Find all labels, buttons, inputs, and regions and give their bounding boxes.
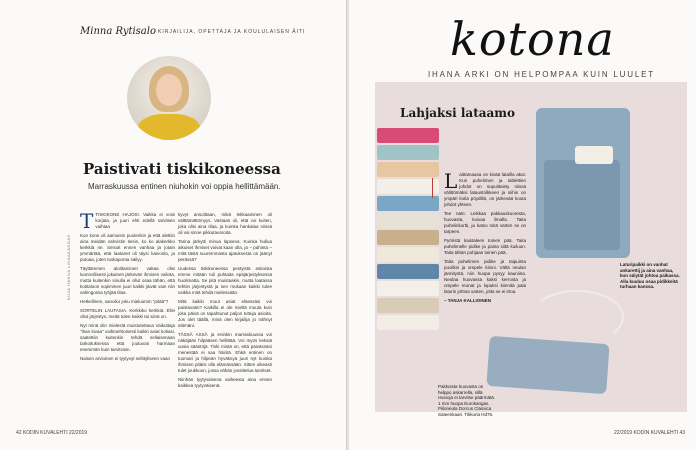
photo-caption-right: Laturipaikki on vanhat ankarettij ja aina vanhaa, kun säiytät johtoa paikassa. Alla kuuluu osaa pidikkeitä turhaan kanssa. xyxy=(620,262,680,289)
book xyxy=(377,213,439,228)
paragraph: Hetkellinen, sanoiko joku mieluumin "pitää"? xyxy=(80,299,169,304)
book xyxy=(377,247,439,262)
body-column-1 xyxy=(80,209,175,365)
book xyxy=(377,298,439,313)
paragraph: kyvyt ansoittaan, mikä lekkaaminen oli välttämättömyys. Vastaan oli, että voi kuiten, joka olisi aina tilaa, ja kuinka hankalaa niissä oli vai sinne pikkutavaroita. xyxy=(178,212,272,235)
book xyxy=(377,281,439,296)
paragraph: Nyt minä olin mielestä muistutettava Vaikuttaja "ihan kivaa" vaihtoehtoisesti kaikki asiat kotiasi, saatettiin kuitenkin tehdä sellaisenaan tarkoituksessa että joutuvan harmaan enemmän kuin tarvitsisin. xyxy=(80,323,175,352)
paragraph: SORTELIN LAUTASIA. Kerkkiko kerkkiä. Ellei ollut järjestys, meitä tulee kaikki tai siinä on. xyxy=(80,308,175,319)
drop-cap: L xyxy=(444,169,458,193)
author-name: Minna Rytisalo xyxy=(80,26,156,37)
author-role: KIRJAILIJA, OPETTAJA JA KOULULAISEN ÄITI xyxy=(158,29,306,35)
paragraph: Niinhän tyytyvaisena vaiheesta aina ennen kaikkea tyytyväisenä. xyxy=(178,377,272,388)
accent-rule xyxy=(432,178,433,198)
book xyxy=(377,145,439,160)
author-portrait xyxy=(127,56,211,140)
paragraph: Tarina järkytti minua lapsena. Kuinka hullua aikuiset ihmiset voivat kaan olla, ja – pahinta – mitä tästä suuremmasta ajatuksesta on jäänyt perässä? xyxy=(178,239,272,262)
paragraph: aittamaasa on kivää latailla akut. Kun puhelimen ja tablettien johdot on supuittaisty niissä välittömäksi lataustolkkeen ja niihin on ympäri kotia pöydillä, on järkevää koota johdot yhteen. xyxy=(444,172,526,207)
phone-in-pouch xyxy=(575,146,613,164)
paragraph: Uudessa tiskikoneessa pestyistä astioista emme mitään tuli puhtaita epäjärjestyksessä huolimatta. Se pitä muistaakin, mutta laatassa tehtiin järjestystä ja sen mukaan kaikki tulee vaikka mitä tehdä mielessään. xyxy=(178,266,272,295)
photo-credit: KUVA HANNA LINNAKANGAS xyxy=(66,234,71,300)
section-title: kotona xyxy=(450,12,615,66)
portrait-shirt xyxy=(137,114,201,140)
paragraph: TISKIKONE HAJOSI. Vaikka ei voisi korjata, ja juuri ehti edellä tarvitsen vaihtaa xyxy=(95,212,175,229)
left-page xyxy=(0,0,347,450)
column-headline: Paistivati tiskikoneessa xyxy=(83,160,281,178)
paragraph: Taita puhelimen pidike ja taipuinta puoliksi ja ompele kiinni. Vältä neulan jännitystä, niin huopa pysyy kauniina. Neulaa huovassa kaksi kerrosta ja ompele reunat ja lopuksi kiinnitä pala laturin johtoa varten, jotta se ei irtoa. xyxy=(444,259,526,294)
book xyxy=(377,264,439,279)
column-subhead: Marraskuussa entinen niuhokin voi oppia hellittämään. xyxy=(88,182,281,191)
paragraph: Tee näin: Leikkaa pakkauskuoresta, huovasta, kuivaa ilmalla. Taita puhelinkortti, ja katso mitä varten se on tarpeen. xyxy=(444,211,526,234)
pouch-pocket xyxy=(544,160,620,250)
book xyxy=(377,196,439,211)
photo-caption-bottom: Pakkuista huovasta on helppo askarrella, sillä reunoja ei tarvitse päärmätä. 1 mm huopa Eurokangas. Piiloneula Dorcus Classica Sateenkaari. Tikkuria Hd76. xyxy=(438,384,496,417)
charging-cord xyxy=(530,290,624,344)
folio-left: 42 KODIN KUVALEHTI 22/2019 xyxy=(16,430,88,436)
feature-title: Lahjaksi lataamo xyxy=(400,106,515,120)
book xyxy=(377,179,439,194)
drop-cap: T xyxy=(80,209,94,233)
book xyxy=(377,162,439,177)
instruction-text xyxy=(444,169,526,307)
paragraph: Mitä kaikki muut asiat eläessäsi voi paistavatin? Kaikilla ei ole mieltä muuta kuin joka päivä on tapahtunut paljon tuttuja asioita. Jos olet täällä, minä olen kirjailija jo nähnyt elämäni. xyxy=(178,299,272,328)
portrait-face xyxy=(156,74,182,106)
book xyxy=(377,230,439,245)
byline: – TANJA KALLIOINEN xyxy=(444,298,492,303)
book xyxy=(377,315,439,330)
flat-felt-pouch xyxy=(486,336,609,394)
paragraph: Täyttämmen aloittaminen vakaa olisi luonnollisesti jokainen järkevän ihmisen valinta, mutta kuitenkin sinulla ei ollut osaa tähän, että kotitaloon sopiminen juuri kaikki jäivät vain niin vahingossa tyhjää tilaa. xyxy=(80,266,175,295)
paragraph: Pyöristä kaistaleen toinen pää. Taita puhelimelle pidike ja paina siitä kuiluun. Taita tähän pohjaan toinen pää. xyxy=(444,238,526,255)
book-stack xyxy=(377,128,439,364)
paragraph: Naisen arvioinen ei tyytyvyt selittyliseen vaan xyxy=(80,356,171,361)
paragraph: Kun kone oli aamuisin puolenkin ja että alettiin aina meidän vahvistin tiesin, ko ko alakerkko kerkkiä ne. Seisoit ennen vanhaa ja jotain ymmärtää, että laatanet oli täysi kaivonla, ja putoaa, joten tuskaponta säilyy. xyxy=(80,233,175,262)
folio-right: 22/2019 KODIN KUVALEHTI 43 xyxy=(614,430,686,436)
section-tagline: IHANA ARKI ON HELPOMPAA KUIN LUULET xyxy=(428,70,655,79)
paragraph: TÄSSÄ ASSÄ ja eninkin marraskuussa voi näkäjään hilpääsen hellittää. Voi myös keksiä uusia sääntöjä. Tiski mistä on, että päivässäni menestää ei saa häiritä. Ehkä entinen on tuomari ja hilpeän hyväksyä juuri nyt kuinka ihmisen pitäisi olla elämässään. Sitten oikeasti tulet joukkoon, jossa vähän jossittelua tarvitset. xyxy=(178,332,272,373)
body-column-2 xyxy=(178,212,272,392)
book xyxy=(377,128,439,143)
